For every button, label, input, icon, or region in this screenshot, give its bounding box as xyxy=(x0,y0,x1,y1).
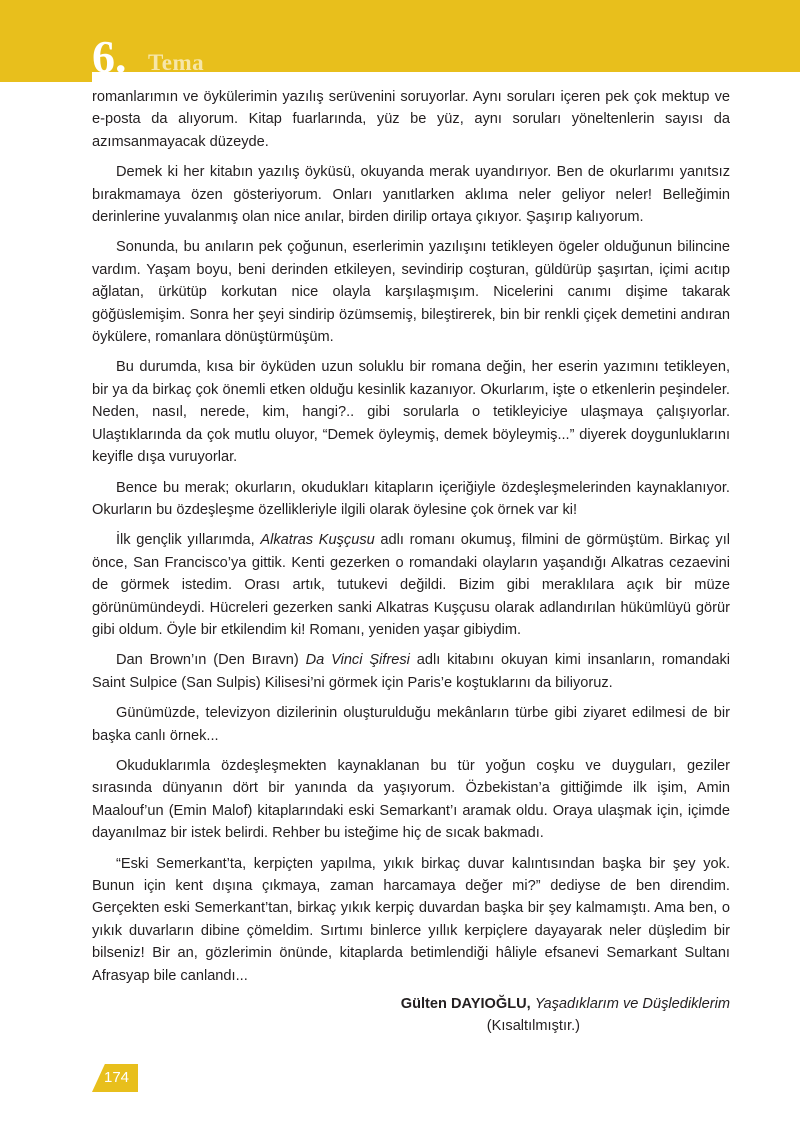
paragraph xyxy=(92,702,730,747)
paragraph xyxy=(92,161,730,228)
text-segment: Bence bu merak; okurların, okudukları kitapların içeriğiyle özdeşleşmelerinden kaynaklanıyor. Okurların bu özdeşleşme özellikleriyle ilgili olarak öylesine çok örnek var ki! xyxy=(92,479,730,518)
text-segment: “Eski Semerkant’ta, kerpiçten yapılma, yıkık birkaç duvar kalıntısından başka bir şey yok. Bunun için kent dışına çıkmaya, zaman harcamaya değer mi?” dediyse de ben direndim. Gerçekten eski Semerkant’tan, birkaç yıkık kerpiç duvardan başka bir şey kalmamıştı. Ama ben, o yıkık duvarların dibine çömeldim. Sırtımı binlerce yıllık kerpiçlere dayayarak neler düşledim bir bilseniz! Bir an, gözlerimin önünde, kitaplarda betimlendiği hâliyle efsanevi Semarkant Sultanı Afrasyap bile canlandı... xyxy=(92,855,730,984)
signature xyxy=(92,993,730,1015)
text-segment: Okuduklarımla özdeşleşmekten kaynaklanan bu tür yoğun coşku ve duyguları, geziler sırasında dünyanın dört bir yanında da yaşıyorum. Özbekistan’a gittiğimde ilk işim, Amin Maalouf’un (Emin Malof) kitaplarındaki eski Semarkant’ı aramak oldu. Oraya ulaşmak için, içimde dayanılmaz bir istek belirdi. Rehber bu isteğime hiç de sıcak bakmadı. xyxy=(92,757,730,842)
header-tab xyxy=(0,30,92,82)
text-segment: adlı romanı okumuş, filmini de görmüştüm. Birkaç yıl önce, San Francisco’ya gittik. Kenti gezerken o romandaki olayların yaşandığı Alkatras cezaevini de görmek istedim. Orası artık, tutukevi değildi. Bizim gibi meraklılara açık bir müze görünümündeydi. Hücreleri gezerken sanki Alkatras Kuşçusu olarak adlandırılan hükümlüyü görür gibi oldum. Öyle bir etkilendim ki! Romanı, yeniden yaşar gibiydim. xyxy=(92,532,730,638)
text-segment: Bu durumda, kısa bir öyküden uzun soluklu bir romana değin, her eserin yazımını tetikleyen, bir ya da birkaç çok önemli etken olduğu kesinlik kazanıyor. Okurlarım, işte o etkenlerin peşindeler. Neden, nasıl, nerede, kim, hangi?.. gibi sorularla o tetikleyiciye ulaşmaya çalışıyorlar. Ulaştıklarında da çok mutlu oluyor, “Demek öyleymiş, demek böyleymiş...” diyerek doygunluklarını keyifle dışa vuruyorlar. xyxy=(92,359,730,466)
paragraph xyxy=(92,356,730,468)
paragraph xyxy=(92,529,730,641)
paragraph xyxy=(92,649,730,694)
article-body xyxy=(92,86,730,1037)
paragraph xyxy=(92,477,730,522)
author-name: Gülten DAYIOĞLU, xyxy=(400,996,531,1013)
text-segment: Günümüzde, televizyon dizilerinin oluşturulduğu mekânların türbe gibi ziyaret edilmesi de bir başka canlı örnek... xyxy=(92,705,730,744)
theme-number: 6. xyxy=(92,31,127,82)
paragraph xyxy=(92,853,730,987)
theme-label: Tema xyxy=(148,50,205,75)
paragraph xyxy=(92,236,730,348)
paragraph xyxy=(92,755,730,845)
text-segment: İlk gençlik yıllarımda, xyxy=(116,532,261,549)
italic-title: Da Vinci Şifresi xyxy=(305,652,410,669)
italic-title: Alkatras Kuşçusu xyxy=(260,532,375,549)
text-segment: adlı kitabını okuyan kimi insanların, romandaki Saint Sulpice (San Sulpis) Kilisesi’ni görmek için Paris’e koştuklarını da biliyoruz. xyxy=(92,652,730,691)
text-segment: Demek ki her kitabın yazılış öyküsü, okuyanda merak uyandırıyor. Ben de okurlarımı yanıtsız bırakmamaya özen gösteriyorum. Onları yanıtlarken aklıma neler geliyor neler! Belleğimin derinlerine yuvalanmış olan nice anılar, birden dirilip ortaya çıkıyor. Şaşırıp kalıyorum. xyxy=(92,164,730,226)
paragraph-list xyxy=(92,86,730,987)
text-segment: Dan Brown’ın (Den Bıravn) xyxy=(116,652,306,669)
abridged-note: (Kısaltılmıştır.) xyxy=(486,1018,580,1035)
page-number: 174 xyxy=(104,1069,130,1086)
book-title: Yaşadıklarım ve Düşlediklerim xyxy=(534,996,730,1013)
text-segment: Sonunda, bu anıların pek çoğunun, eserlerimin yazılışını tetikleyen ögeler olduğunun bilincine vardım. Yaşam boyu, beni derinden etkileyen, sevindirip coşturan, güldürüp şaşırtan, içimi acıtıp ağlatan, ürkütüp korkutan nice olayla karşılaşmışım. Nicelerini canımı dişime takarak göğüslemişim. Sonra her şeyi sindirip özümsemiş, bileştirerek, bin bir renkli çiçek demetini andıran öykülere, romanlara dönüştürmüşüm. xyxy=(92,239,730,346)
paragraph xyxy=(92,86,730,153)
text-segment: romanlarımın ve öykülerimin yazılış serüvenini soruyorlar. Aynı soruları içeren pek çok mektup ve e-posta da alıyorum. Kitap fuarlarında, yüz be yüz, aynı soruları yöneltenlerin sayısı da azımsanmayacak düzeyde. xyxy=(92,89,730,150)
